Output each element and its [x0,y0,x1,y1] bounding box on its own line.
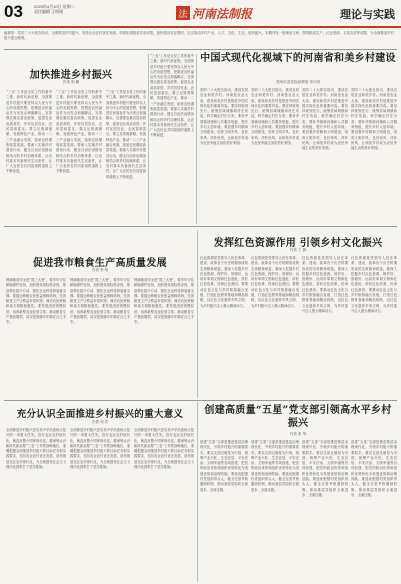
article-title: 中国式现代化视域下的河南省和美乡村建设 [200,53,396,64]
article-text: 全面推进乡村振兴是实现中华民族伟大复兴的一项重大任务。没有农业农村现代化，就没有整个国家现代化。要深刻认识新时代新征程“三农”工作的战略地位，准确把握全面推进乡村振兴的目标任务和实践要求，坚持农业农村优先发展，加快推进农业农村现代化，为全面建设社会主义现代化国家打下坚实基础。 [70,428,130,470]
column-divider [197,402,198,582]
divider [4,226,397,227]
article-text: 党的二十大报告指出，建设宜居宜业和美乡村。河南是农业大省，建设和美乡村是推进中国式现代化的重要内容。要坚持规划先行，统筹县域城镇和村庄布局，科学确定村庄分类；要补齐基础设施和公共服务短板，提升乡村人居环境；要加强乡村精神文明建设，培育文明乡风、良好家风、淳朴民风，让和美乡村成为农民幸福生活的美好家园。 [351,88,397,151]
article-text: “三农”工作是全党工作的重中之重。新时代新征程，全面推进乡村振兴要坚持以人民为中心的发展思想，把增进农民福祉作为出发点和落脚点，完善强农惠农富农政策，促进农业高质高效、乡村宜居宜业、农民富裕富足。要立足资源禀赋，发展特色产业，推动一二三产业融合发展，拓宽农民增收致富渠道。要深入实施乡村建设行动，健全自治法治德治相结合的乡村治理体系，让农村基本具备现代生活条件，让广大农民在共同富裕的道路上不断前进。 [56,90,102,174]
article-text: 创建“五星”支部是推进基层治理现代化、引领乡村振兴的重要抓手。要以支部过硬星为引领，统筹产业兴旺、生态宜居、平安法治、文明幸福等各项创建，把党的政治优势和组织优势转化为发展优势和治理效能。要选优配强村党组织带头人，健全完善考核激励机制，推动基层党组织全面进步、全面过硬。 [302,440,348,497]
article-title: 促进我市粮食生产高质量发展 [33,258,167,269]
article-text: 红色资源是党领导人民在革命、建设、改革各个历史时期形成的宝贵精神财富。要深入挖掘乡村红色资源，保护好、管理好、运用好革命文物和红色遗址，讲好红色故事，传承红色基因。要推动红色文化与乡村旅游融合发展，打造红色教育基地和精品线路，以红色文化滋养乡风文明，为乡村振兴注入强大精神动力。 [302,256,348,313]
article-text: 保障粮食安全是“国之大者”。要牢牢守住耕地保护红线，加快建设高标准农田，推进种业振兴行动，强化农业科技和装备支撑。要健全种粮农民收益保障机制，完善粮食主产区利益补偿机制，调动农民种粮和地方抓粮积极性。要发展适度规模经营，培育新型农业经营主体，推动粮食生产提质增效，切实把饭碗牢牢端在自己手中。 [70,278,130,325]
article-title: 创建高质量“五星”党支部引领高水平乡村振兴 [204,405,392,429]
article-text: 党的二十大报告指出，建设宜居宜业和美乡村。河南是农业大省，建设和美乡村是推进中国式现代化的重要内容。要坚持规划先行，统筹县域城镇和村庄布局，科学确定村庄分类；要补齐基础设施和公共服务短板，提升乡村人居环境；要加强乡村精神文明建设，培育文明乡风、良好家风、淳朴民风，让和美乡村成为农民幸福生活的美好家园。 [251,88,299,145]
article-byline: 作者 张 华 [289,432,307,436]
page-number: 03 [4,2,23,21]
article-text: 红色资源是党领导人民在革命、建设、改革各个历史时期形成的宝贵精神财富。要深入挖掘乡村红色资源，保护好、管理好、运用好革命文物和红色遗址，讲好红色故事，传承红色基因。要推动红色文化与乡村旅游融合发展，打造红色教育基地和精品线路，以红色文化滋养乡风文明，为乡村振兴注入强大精神动力。 [200,256,248,308]
date-line: 2023年4月10日 星期二 [34,4,75,9]
article-text: “三农”工作是全党工作的重中之重。新时代新征程，全面推进乡村振兴要坚持以人民为中心的发展思想，把增进农民福祉作为出发点和落脚点，完善强农惠农富农政策，促进农业高质高效、乡村宜居宜业、农民富裕富足。要立足资源禀赋，发展特色产业，推动一二三产业融合发展，拓宽农民增收致富渠道。要深入实施乡村建设行动，健全自治法治德治相结合的乡村治理体系，让农村基本具备现代生活条件，让广大农民在共同富裕的道路上不断前进。 [150,54,194,138]
article-text: 全面推进乡村振兴是实现中华民族伟大复兴的一项重大任务。没有农业农村现代化，就没有整个国家现代化。要深刻认识新时代新征程“三农”工作的战略地位，准确把握全面推进乡村振兴的目标任务和实践要求，坚持农业农村优先发展，加快推进农业农村现代化，为全面建设社会主义现代化国家打下坚实基础。 [134,428,194,470]
article-text: “三农”工作是全党工作的重中之重。新时代新征程，全面推进乡村振兴要坚持以人民为中心的发展思想，把增进农民福祉作为出发点和落脚点，完善强农惠农富农政策，促进农业高质高效、乡村宜居宜业、农民富裕富足。要立足资源禀赋，发展特色产业，推动一二三产业融合发展，拓宽农民增收致富渠道。要深入实施乡村建设行动，健全自治法治德治相结合的乡村治理体系，让农村基本具备现代生活条件，让广大农民在共同富裕的道路上不断前进。 [6,90,52,174]
column-divider [197,230,198,398]
article-byline: 作者 刘 洋 [91,420,109,424]
article-text: 红色资源是党领导人民在革命、建设、改革各个历史时期形成的宝贵精神财富。要深入挖掘乡村红色资源，保护好、管理好、运用好革命文物和红色遗址，讲好红色故事，传承红色基因。要推动红色文化与乡村旅游融合发展，打造红色教育基地和精品线路，以红色文化滋养乡风文明，为乡村振兴注入强大精神动力。 [351,256,397,313]
article-text: 党的二十大报告指出，建设宜居宜业和美乡村。河南是农业大省，建设和美乡村是推进中国式现代化的重要内容。要坚持规划先行，统筹县域城镇和村庄布局，科学确定村庄分类；要补齐基础设施和公共服务短板，提升乡村人居环境；要加强乡村精神文明建设，培育文明乡风、良好家风、淳朴民风，让和美乡村成为农民幸福生活的美好家园。 [302,88,348,151]
header-meta [34,4,75,14]
column-divider [148,54,149,224]
article-text: 红色资源是党领导人民在革命、建设、改革各个历史时期形成的宝贵精神财富。要深入挖掘乡村红色资源，保护好、管理好、运用好革命文物和红色遗址，讲好红色故事，传承红色基因。要推动红色文化与乡村旅游融合发展，打造红色教育基地和精品线路，以红色文化滋养乡风文明，为乡村振兴注入强大精神动力。 [251,256,299,308]
article-byline: 作者 王 静 [289,248,307,252]
header-rule [0,26,401,28]
section-title: 理论与实践 [340,9,395,21]
divider [4,400,397,401]
editor-line: 责任编辑 王明刚 [34,9,64,14]
article-text: 创建“五星”支部是推进基层治理现代化、引领乡村振兴的重要抓手。要以支部过硬星为引领，统筹产业兴旺、生态宜居、平安法治、文明幸福等各项创建，把党的政治优势和组织优势转化为发展优势和治理效能。要选优配强村党组织带头人，健全完善考核激励机制，推动基层党组织全面进步、全面过硬。 [351,440,397,497]
article-text: 创建“五星”支部是推进基层治理现代化、引领乡村振兴的重要抓手。要以支部过硬星为引领，统筹产业兴旺、生态宜居、平安法治、文明幸福等各项创建，把党的政治优势和组织优势转化为发展优势和治理效能。要选优配强村党组织带头人，健全完善考核激励机制，推动基层党组织全面进步、全面过硬。 [251,440,299,492]
article-byline: 作者 郭 鹏 [62,80,80,84]
divider [4,49,397,50]
column-divider [196,54,197,224]
article-byline: 作者 李 明 [91,268,109,272]
article-text: 全面推进乡村振兴是实现中华民族伟大复兴的一项重大任务。没有农业农村现代化，就没有整个国家现代化。要深刻认识新时代新征程“三农”工作的战略地位，准确把握全面推进乡村振兴的目标任务和实践要求，坚持农业农村优先发展，加快推进农业农村现代化，为全面建设社会主义现代化国家打下坚实基础。 [6,428,66,470]
svg-text:河南法制报: 河南法制报 [191,7,253,21]
newspaper-logo [176,4,254,22]
article-text: 保障粮食安全是“国之大者”。要牢牢守住耕地保护红线，加快建设高标准农田，推进种业振兴行动，强化农业科技和装备支撑。要健全种粮农民收益保障机制，完善粮食主产区利益补偿机制，调动农民种粮和地方抓粮积极性。要发展适度规模经营，培育新型农业经营主体，推动粮食生产提质增效，切实把饭碗牢牢端在自己手中。 [6,278,66,325]
masthead [0,0,401,26]
article-text: 党的二十大报告指出，建设宜居宜业和美乡村。河南是农业大省，建设和美乡村是推进中国式现代化的重要内容。要坚持规划先行，统筹县域城镇和村庄布局，科学确定村庄分类；要补齐基础设施和公共服务短板，提升乡村人居环境；要加强乡村精神文明建设，培育文明乡风、良好家风、淳朴民风，让和美乡村成为农民幸福生活的美好家园。 [200,88,248,145]
article-title: 加快推进乡村振兴 [29,70,113,81]
article-byline: 郑州市委党校副教授 李长明 [275,80,321,84]
article-title: 充分认识全面推进乡村振兴的重大意义 [16,409,184,420]
article-text: “三农”工作是全党工作的重中之重。新时代新征程，全面推进乡村振兴要坚持以人民为中心的发展思想，把增进农民福祉作为出发点和落脚点，完善强农惠农富农政策，促进农业高质高效、乡村宜居宜业、农民富裕富足。要立足资源禀赋，发展特色产业，推动一二三产业融合发展，拓宽农民增收致富渠道。要深入实施乡村建设行动，健全自治法治德治相结合的乡村治理体系，让农村基本具备现代生活条件，让广大农民在共同富裕的道路上不断前进。 [106,90,146,179]
editor-note: 编者按：党的二十大报告指出，全面推进乡村振兴，坚持农业农村优先发展，巩固拓展脱贫攻坚成果，加快建设农业强国，扎实推动乡村产业、人才、文化、生态、组织振兴。本期刊发一组理论文章，围绕粮食生产、红色资源、五星支部等话题，为全面推进乡村振兴建言献策。 [4,31,394,41]
article-text: 创建“五星”支部是推进基层治理现代化、引领乡村振兴的重要抓手。要以支部过硬星为引领，统筹产业兴旺、生态宜居、平安法治、文明幸福等各项创建，把党的政治优势和组织优势转化为发展优势和治理效能。要选优配强村党组织带头人，健全完善考核激励机制，推动基层党组织全面进步、全面过硬。 [200,440,248,492]
article-text: 保障粮食安全是“国之大者”。要牢牢守住耕地保护红线，加快建设高标准农田，推进种业振兴行动，强化农业科技和装备支撑。要健全种粮农民收益保障机制，完善粮食主产区利益补偿机制，调动农民种粮和地方抓粮积极性。要发展适度规模经营，培育新型农业经营主体，推动粮食生产提质增效，切实把饭碗牢牢端在自己手中。 [134,278,194,325]
svg-text:法: 法 [178,10,188,20]
article-title: 发挥红色资源作用 引领乡村文化振兴 [213,238,383,249]
